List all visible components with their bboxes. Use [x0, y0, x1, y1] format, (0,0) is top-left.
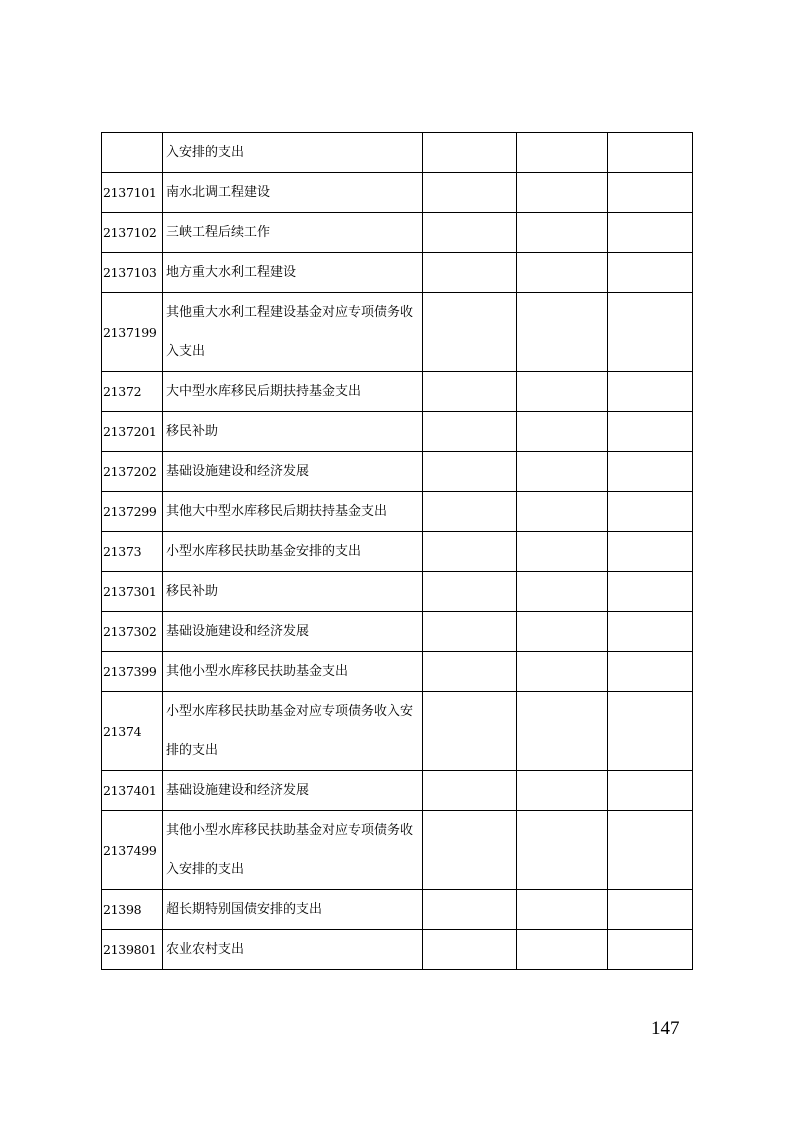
empty-cell: [608, 532, 693, 572]
empty-cell: [423, 253, 517, 293]
table-row: [102, 492, 693, 532]
row-name: 三峡工程后续工作: [163, 213, 423, 253]
empty-cell: [423, 612, 517, 652]
empty-cell: [517, 692, 608, 771]
row-code: 2137103: [102, 253, 163, 293]
row-name: 移民补助: [163, 572, 423, 612]
empty-cell: [608, 253, 693, 293]
row-name: 地方重大水利工程建设: [163, 253, 423, 293]
empty-cell: [423, 811, 517, 890]
empty-cell: [608, 771, 693, 811]
empty-cell: [608, 811, 693, 890]
empty-cell: [517, 253, 608, 293]
empty-cell: [608, 452, 693, 492]
table-row: [102, 652, 693, 692]
empty-cell: [517, 572, 608, 612]
row-name: 小型水库移民扶助基金对应专项债务收入安排的支出: [163, 692, 423, 771]
empty-cell: [608, 652, 693, 692]
empty-cell: [517, 930, 608, 970]
empty-cell: [423, 692, 517, 771]
table-row: [102, 612, 693, 652]
table-row: [102, 213, 693, 253]
empty-cell: [517, 412, 608, 452]
empty-cell: [517, 771, 608, 811]
row-name: 小型水库移民扶助基金安排的支出: [163, 532, 423, 572]
table-row: [102, 572, 693, 612]
table-row: [102, 692, 693, 771]
row-code: 21398: [102, 890, 163, 930]
empty-cell: [517, 213, 608, 253]
empty-cell: [517, 890, 608, 930]
row-name: 大中型水库移民后期扶持基金支出: [163, 372, 423, 412]
row-code: 2137102: [102, 213, 163, 253]
row-code: 2139801: [102, 930, 163, 970]
table-row: [102, 452, 693, 492]
empty-cell: [423, 930, 517, 970]
empty-cell: [423, 890, 517, 930]
row-name: 移民补助: [163, 412, 423, 452]
empty-cell: [608, 930, 693, 970]
empty-cell: [423, 133, 517, 173]
empty-cell: [517, 492, 608, 532]
table-row: [102, 532, 693, 572]
empty-cell: [423, 572, 517, 612]
table-row: [102, 173, 693, 213]
empty-cell: [608, 572, 693, 612]
empty-cell: [423, 293, 517, 372]
empty-cell: [608, 890, 693, 930]
table-row: [102, 771, 693, 811]
row-name: 超长期特别国债安排的支出: [163, 890, 423, 930]
empty-cell: [423, 492, 517, 532]
empty-cell: [517, 532, 608, 572]
empty-cell: [608, 492, 693, 532]
table-row: [102, 811, 693, 890]
empty-cell: [517, 372, 608, 412]
row-code: [102, 133, 163, 173]
table-row: [102, 253, 693, 293]
empty-cell: [608, 612, 693, 652]
empty-cell: [423, 372, 517, 412]
page-number: 147: [651, 1018, 680, 1039]
empty-cell: [517, 652, 608, 692]
empty-cell: [423, 652, 517, 692]
table-row: [102, 930, 693, 970]
row-code: 2137201: [102, 412, 163, 452]
row-code: 2137399: [102, 652, 163, 692]
row-code: 21372: [102, 372, 163, 412]
row-code: 2137301: [102, 572, 163, 612]
row-name: 基础设施建设和经济发展: [163, 771, 423, 811]
budget-table: [101, 132, 693, 970]
empty-cell: [423, 771, 517, 811]
row-name: 其他大中型水库移民后期扶持基金支出: [163, 492, 423, 532]
row-name: 其他重大水利工程建设基金对应专项债务收入支出: [163, 293, 423, 372]
empty-cell: [423, 532, 517, 572]
row-code: 2137101: [102, 173, 163, 213]
table-row: [102, 133, 693, 173]
row-code: 2137299: [102, 492, 163, 532]
row-name: 其他小型水库移民扶助基金对应专项债务收入安排的支出: [163, 811, 423, 890]
row-code: 21373: [102, 532, 163, 572]
empty-cell: [608, 692, 693, 771]
empty-cell: [608, 412, 693, 452]
row-name: 入安排的支出: [163, 133, 423, 173]
empty-cell: [517, 612, 608, 652]
row-name: 基础设施建设和经济发展: [163, 452, 423, 492]
row-code: 2137499: [102, 811, 163, 890]
row-name: 基础设施建设和经济发展: [163, 612, 423, 652]
empty-cell: [517, 293, 608, 372]
row-code: 2137302: [102, 612, 163, 652]
empty-cell: [608, 173, 693, 213]
empty-cell: [423, 173, 517, 213]
table-row: [102, 890, 693, 930]
table-row: [102, 412, 693, 452]
empty-cell: [517, 452, 608, 492]
empty-cell: [608, 133, 693, 173]
table-row: [102, 293, 693, 372]
empty-cell: [423, 452, 517, 492]
empty-cell: [608, 372, 693, 412]
empty-cell: [608, 293, 693, 372]
empty-cell: [423, 412, 517, 452]
row-name: 其他小型水库移民扶助基金支出: [163, 652, 423, 692]
row-code: 2137199: [102, 293, 163, 372]
table-row: [102, 372, 693, 412]
empty-cell: [517, 173, 608, 213]
row-code: 21374: [102, 692, 163, 771]
row-code: 2137401: [102, 771, 163, 811]
empty-cell: [517, 811, 608, 890]
row-code: 2137202: [102, 452, 163, 492]
row-name: 农业农村支出: [163, 930, 423, 970]
empty-cell: [423, 213, 517, 253]
empty-cell: [608, 213, 693, 253]
row-name: 南水北调工程建设: [163, 173, 423, 213]
empty-cell: [517, 133, 608, 173]
